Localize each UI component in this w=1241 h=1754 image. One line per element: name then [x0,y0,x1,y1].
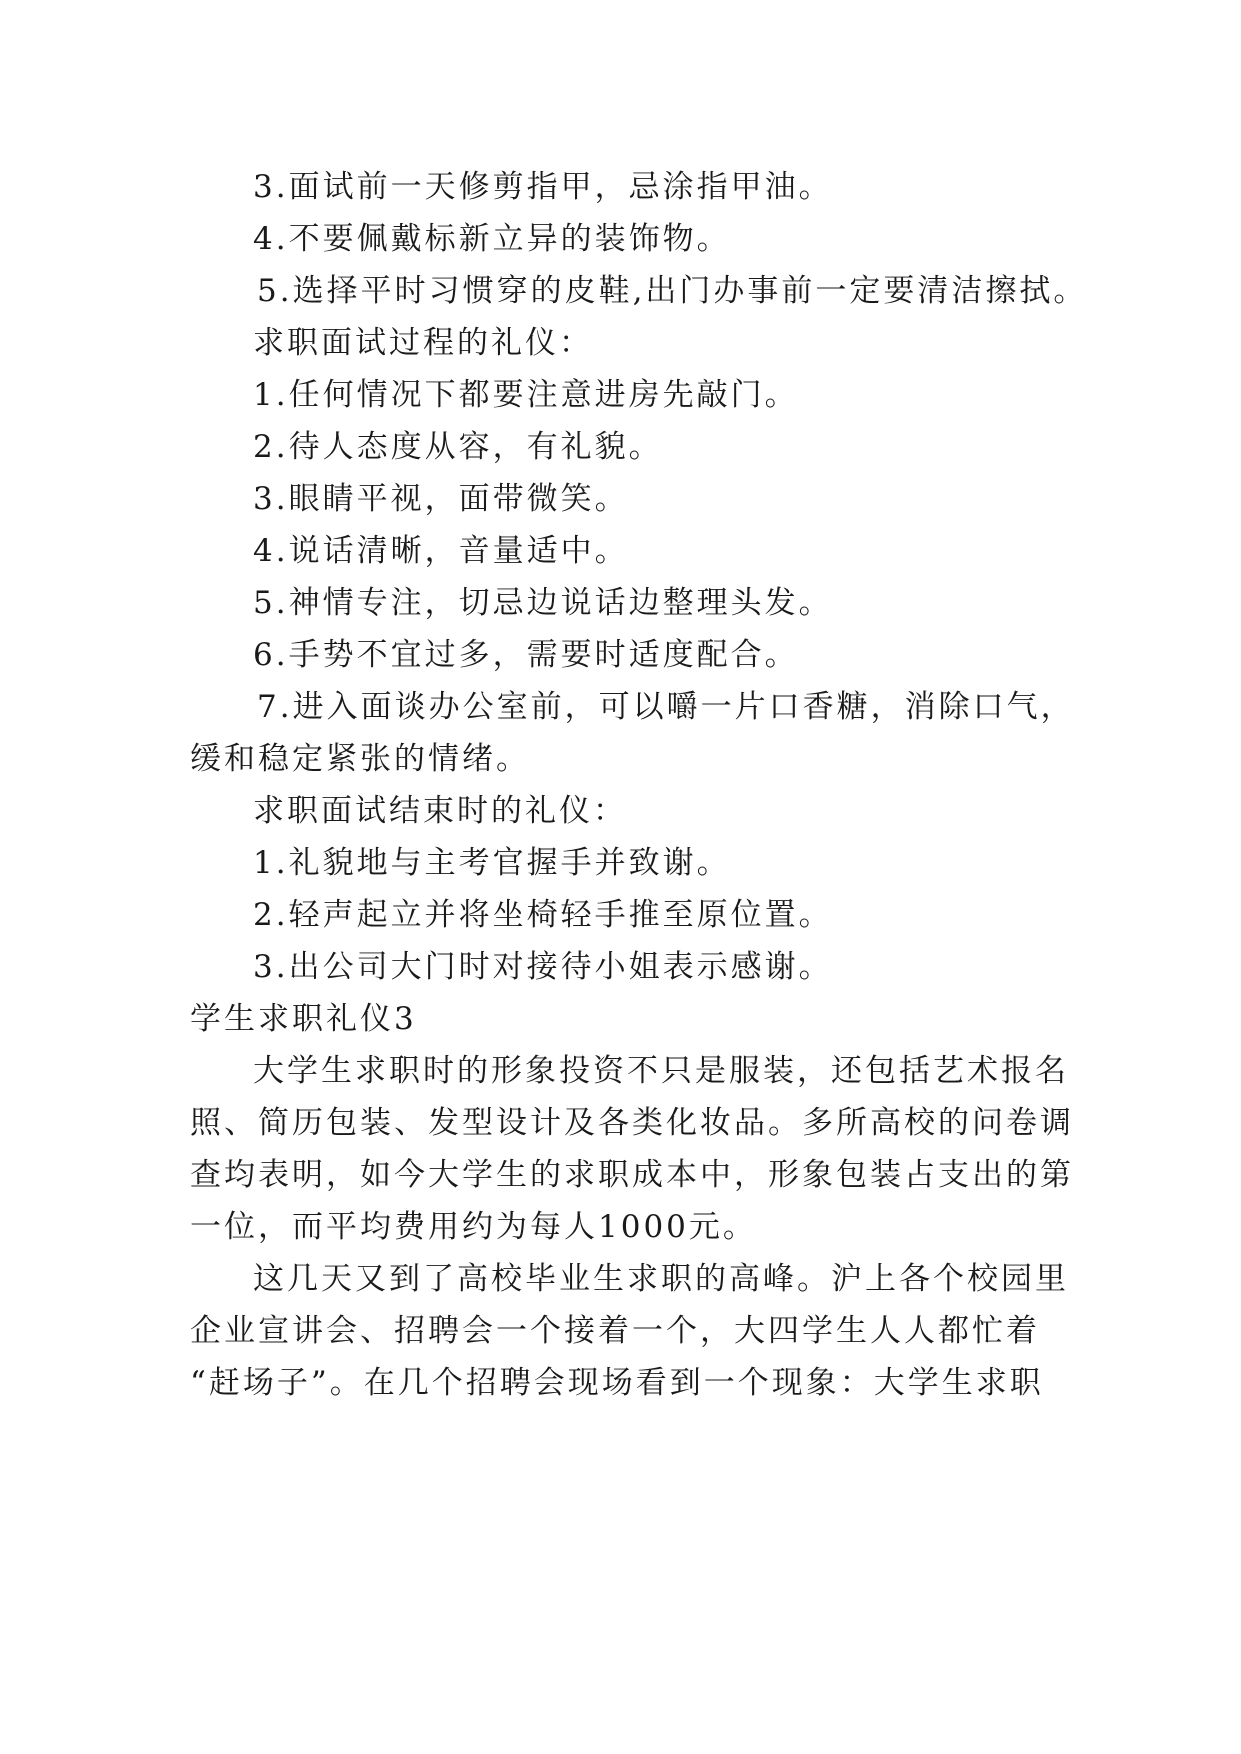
paragraph-line: 这几天又到了高校毕业生求职的高峰。沪上各个校园里 [253,1261,1069,1297]
text-line: 7.进入面谈办公室前，可以嚼一片口香糖，消除口气， [257,689,1075,725]
text-line: 缓和稳定紧张的情绪。 [190,741,530,777]
text-line: 3.面试前一天修剪指甲，忌涂指甲油。 [253,169,833,205]
text-line: 4.不要佩戴标新立异的装饰物。 [253,221,731,257]
text-line: 5.选择平时习惯穿的皮鞋,出门办事前一定要清洁擦拭。 [257,273,1088,309]
text-line: 3.眼睛平视，面带微笑。 [253,481,629,517]
section-heading: 求职面试结束时的礼仪： [253,793,627,829]
text-line: 6.手势不宜过多，需要时适度配合。 [253,637,799,673]
paragraph-line: 照、简历包装、发型设计及各类化妆品。多所高校的问卷调 [190,1105,1074,1141]
section-heading: 求职面试过程的礼仪： [253,325,593,361]
paragraph-line: “赶场子”。在几个招聘会现场看到一个现象：大学生求职 [190,1365,1044,1401]
text-line: 1.任何情况下都要注意进房先敲门。 [253,377,799,413]
text-line: 3.出公司大门时对接待小姐表示感谢。 [253,949,833,985]
paragraph-line: 查均表明，如今大学生的求职成本中，形象包装占支出的第 [190,1157,1074,1193]
text-line: 2.轻声起立并将坐椅轻手推至原位置。 [253,897,833,933]
paragraph-line: 企业宣讲会、招聘会一个接着一个，大四学生人人都忙着 [190,1313,1040,1349]
text-line: 2.待人态度从容，有礼貌。 [253,429,663,465]
paragraph-line: 大学生求职时的形象投资不只是服装，还包括艺术报名 [253,1053,1069,1089]
paragraph-line: 一位，而平均费用约为每人1000元。 [190,1209,757,1245]
text-line: 1.礼貌地与主考官握手并致谢。 [253,845,731,881]
text-line: 5.神情专注，切忌边说话边整理头发。 [253,585,833,621]
section-title: 学生求职礼仪3 [190,1001,417,1037]
text-line: 4.说话清晰，音量适中。 [253,533,629,569]
